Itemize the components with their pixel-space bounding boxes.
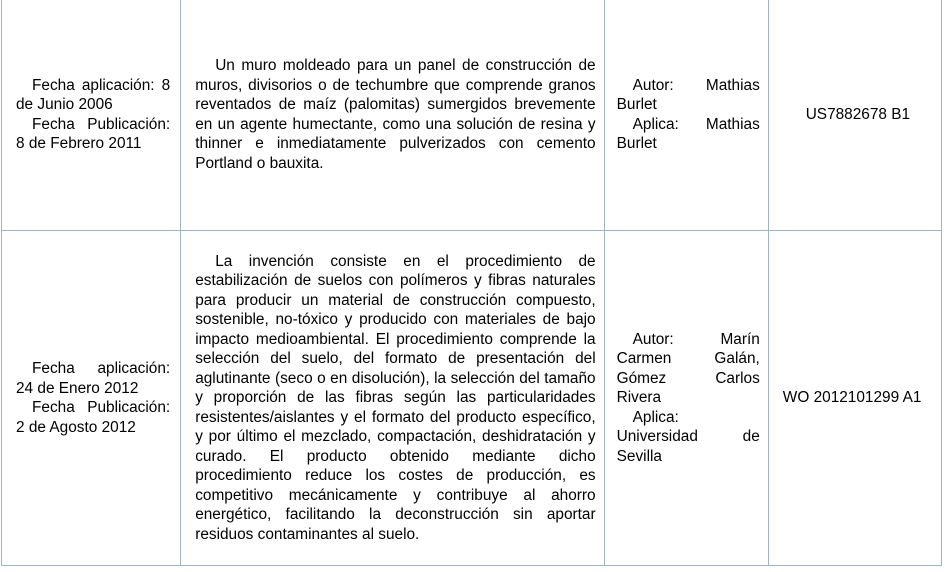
author-label: Autor: [632, 76, 674, 94]
author-cell [604, 0, 768, 231]
application-date-value: 8 de Junio 2006 [16, 76, 171, 113]
application-date-label: Fecha aplicación: [32, 76, 155, 94]
application-date-block [16, 359, 170, 398]
description-text: La invención consiste en el procedimiento de estabilización de suelos con polímeros y fibras naturales para producir un material de construcción compuesto, sostenible, no-tóxico y producido con materiales de bajo impacto medioambiental. El procedimiento comprende la selección del suelo, del formato de presentación del aglutinante (seco o en disolución), la selección del tamaño y proporción de las fibras según las particularidades resistentes/aislantes y el formato del producto específico, y por último el mezclado, compactación, deshidratación y curado. El producto obtenido mediante dicho procedimiento reduce los costes de producción, es competitivo mecánicamente y contribuye al ahorro energético, facilitando la deconstrucción sin aportar residuos contaminantes al suelo. [195, 252, 596, 543]
application-date-label: Fecha aplicación: [32, 360, 171, 377]
application-date-value: 24 de Enero 2012 [16, 379, 139, 397]
applicant-label: Aplica: [632, 115, 679, 133]
author-name: Mathias Burlet [616, 76, 760, 113]
author-label: Autor: [632, 330, 674, 348]
patent-number-cell [768, 0, 941, 231]
applicant-block [617, 115, 760, 154]
table-row [2, 231, 942, 566]
patent-number: WO 2012101299 A1 [782, 389, 922, 407]
description-text: Un muro moldeado para un panel de construcción de muros, divisorios o de techumbre que comprende granos reventados de maíz (palomitas) sumergidos brevemente en un agente humectante, como una solución de resina y thinner e inmediatamente pulverizados con cemento Portland o bauxita. [195, 57, 596, 172]
publication-date-block [16, 115, 170, 154]
patent-number-cell [768, 231, 941, 566]
author-block [617, 330, 760, 408]
author-name: Marín Carmen Galán, Gómez Carlos Rivera [616, 330, 760, 407]
application-date-block [16, 76, 170, 115]
publication-date-block [16, 398, 170, 437]
publication-date-value: 2 de Agosto 2012 [16, 418, 136, 436]
applicant-label: Aplica: [632, 408, 679, 426]
author-cell [604, 231, 768, 566]
patent-number: US7882678 B1 [805, 105, 911, 123]
patent-table [1, 0, 942, 566]
author-block [617, 76, 760, 115]
description-cell [181, 231, 604, 566]
table-row [2, 0, 942, 231]
dates-cell [2, 0, 181, 231]
applicant-name: Mathias Burlet [616, 115, 760, 152]
publication-date-label: Fecha Publicación: [32, 399, 171, 416]
applicant-block [617, 408, 760, 467]
description-cell [181, 0, 604, 231]
publication-date-value: 8 de Febrero 2011 [16, 135, 142, 152]
publication-date-label: Fecha Publicación: [32, 115, 171, 133]
dates-cell [2, 231, 181, 566]
applicant-name: Universidad de Sevilla [616, 428, 760, 465]
